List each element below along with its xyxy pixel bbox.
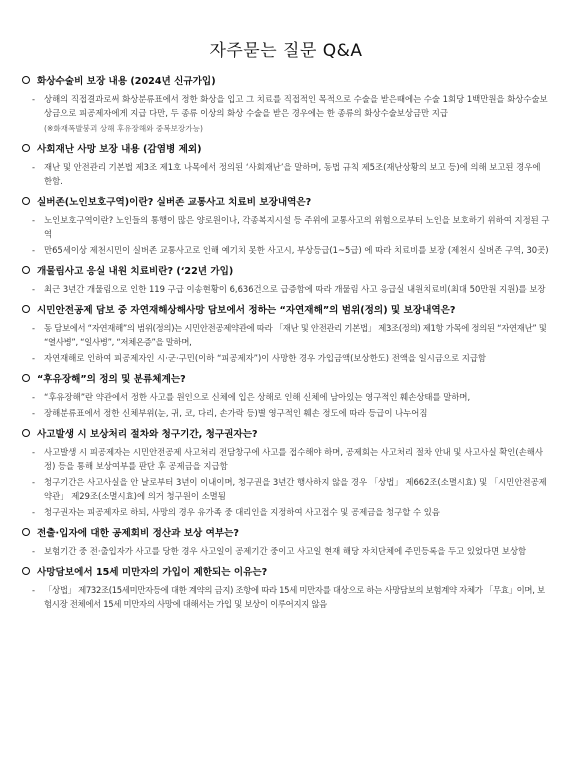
dash-bullet: - (32, 162, 36, 172)
circle-bullet-icon (22, 144, 30, 152)
question-text: “후유장해”의 정의 및 분류체계는? (37, 374, 186, 385)
dash-bullet: - (32, 546, 36, 556)
page-title: 자주묻는 질문 Q&A (209, 41, 363, 61)
question-text: 화상수술비 보장 내용 (2024년 신규가입) (37, 76, 216, 87)
circle-bullet-icon (22, 197, 30, 205)
faq-item-silver-zone (22, 196, 550, 257)
circle-bullet-icon (22, 374, 30, 382)
faq-item-natural-disaster (22, 304, 550, 365)
dash-bullet: - (32, 245, 36, 255)
circle-bullet-icon (22, 567, 30, 575)
question-text: 사망담보에서 15세 미만자의 가입이 제한되는 이유는? (37, 567, 268, 578)
answer-text: 장해분류표에서 정한 신체부위(눈, 귀, 코, 다리, 손가락 등)별 영구적인 훼손 정도에 따라 등급이 나누어짐 (44, 408, 428, 418)
dash-bullet: - (32, 215, 36, 225)
circle-bullet-icon (22, 528, 30, 536)
answer-note: (※화재폭발붕괴 상해 후유장해와 중복보장가능) (44, 124, 203, 133)
answer-text: 최근 3년간 개물림으로 인한 119 구급 이송현황이 6,636건으로 급증함에 따라 개물림 사고 응급실 내원치료비(최대 50만원 지원)를 보장 (44, 284, 546, 294)
dash-bullet: - (32, 477, 36, 487)
question-text: 개물림사고 응실 내원 치료비란? (‘22년 가입) (37, 266, 234, 277)
circle-bullet-icon (22, 429, 30, 437)
answer-text: 보험기간 중 전·출입자가 사고를 당한 경우 사고일이 공제기간 중이고 사고일 현재 해당 자치단체에 주민등록을 두고 있었다면 보상함 (44, 546, 527, 556)
answer-text: 재난 및 안전관리 기본법 제3조 제1호 나목에서 정의된 ‘사회재난’을 말하며, 동법 규칙 제5조(재난상황의 보고 등)에 의해 보고된 경우에 한함. (44, 162, 541, 186)
faq-item-social-disaster (22, 143, 550, 188)
dash-bullet: - (32, 447, 36, 457)
answer-text: 「상법」 제732조(15세미만자등에 대한 계약의 금지) 조항에 따라 15세 미만자를 대상으로 하는 사망담보의 보험계약 자체가 「무효」이며, 보험시장 전체에서 15세 미만자의 사망에 대해서는 가입 및 보상이 이루어지지 않음 (44, 585, 545, 609)
dash-bullet: - (32, 585, 35, 595)
answer-text: 청구기간은 사고사실을 안 날로부터 3년이 이내이며, 청구권을 3년간 행사하지 않을 경우 「상법」 제662조(소멸시효) 및 「시민안전공제 약관」 제29조(소멸시효)에 의거 청구원이 소멸됨 (44, 477, 547, 501)
answer-text: 청구권자는 피공제자로 하되, 사망의 경우 유가족 중 대리인을 지정하여 사고접수 및 공제금을 청구할 수 있음 (44, 507, 440, 517)
dash-bullet: - (32, 392, 36, 402)
circle-bullet-icon (22, 266, 30, 274)
faq-item-permanent-disability (22, 373, 550, 420)
dash-bullet: - (32, 94, 36, 104)
faq-item-move-in-out (22, 527, 550, 558)
answer-text: 상해의 직접결과로써 화상분류표에서 정한 화상을 입고 그 치료를 직접적인 목적으로 수술을 받은때에는 수술 1회당 1백만원을 화상수술보상금으로 피공제자에게 지급 다만, 두 종류 이상의 화상 수술을 받은 경우에는 한 종류의 화상수술보상금만 지급 (44, 94, 548, 118)
circle-bullet-icon (22, 305, 30, 313)
dash-bullet: - (32, 323, 35, 333)
answer-text: “후유장해”란 약관에서 정한 사고를 원인으로 신체에 입은 상해로 인해 신체에 남아있는 영구적인 훼손상태를 말하며, (44, 392, 471, 402)
answer-text: 동 담보에서 “자연재해”의 범위(정의)는 시민안전공제약관에 따라 「재난 및 안전관리 기본법」 제3조(정의) 제1항 가목에 정의된 “자연재난” 및 “열사병”, “일사병”, “저체온증”을 말하며, (44, 323, 547, 347)
answer-text: 노인보호구역이란? 노인들의 통행이 많은 양로원이나, 각종복지시설 등 주위에 교통사고의 위험으로부터 노인을 보호하기 위하여 지정된 구역 (44, 215, 550, 239)
answer-text: 사고발생 시 피공제자는 시민안전공제 사고처리 전담창구에 사고를 접수해야 하며, 공제회는 사고처리 절차 안내 및 사고사실 확인(손해사정) 등을 통해 보상여부를 판단 후 공제금을 지급함 (44, 447, 543, 471)
dash-bullet: - (32, 507, 36, 517)
dash-bullet: - (32, 353, 36, 363)
answer-text: 만65세이상 제천시민이 실버존 교통사고로 인해 예기치 못한 사고시, 부상등급(1~5급) 에 따라 치료비를 보장 (제천시 실버존 구역, 30곳) (44, 245, 549, 255)
dash-bullet: - (32, 408, 36, 418)
faq-item-dog-bite (22, 265, 550, 296)
circle-bullet-icon (22, 76, 30, 84)
faq-item-claim-procedure (22, 428, 550, 519)
answer-text: 자연재해로 인하여 피공제자인 시·군·구민(이하 “피공제자”)이 사망한 경우 가입금액(보상한도) 전액을 일시금으로 지급함 (44, 353, 487, 363)
question-text: 실버존(노인보호구역)이란? 실버존 교통사고 치료비 보장내역은? (37, 197, 312, 208)
faq-item-under-15 (22, 566, 550, 611)
question-text: 사회재난 사망 보장 내용 (감염병 제외) (37, 144, 202, 155)
question-text: 전출·입자에 대한 공제회비 정산과 보상 여부는? (37, 528, 239, 539)
dash-bullet: - (32, 284, 36, 294)
question-text: 사고발생 시 보상처리 절차와 청구기간, 청구권자는? (37, 429, 258, 440)
question-text: 시민안전공제 담보 중 자연재해상해사망 담보에서 정하는 “자연재해”의 범위(정의) 및 보장내역은? (37, 305, 456, 316)
faq-item-burn-surgery (22, 75, 550, 135)
